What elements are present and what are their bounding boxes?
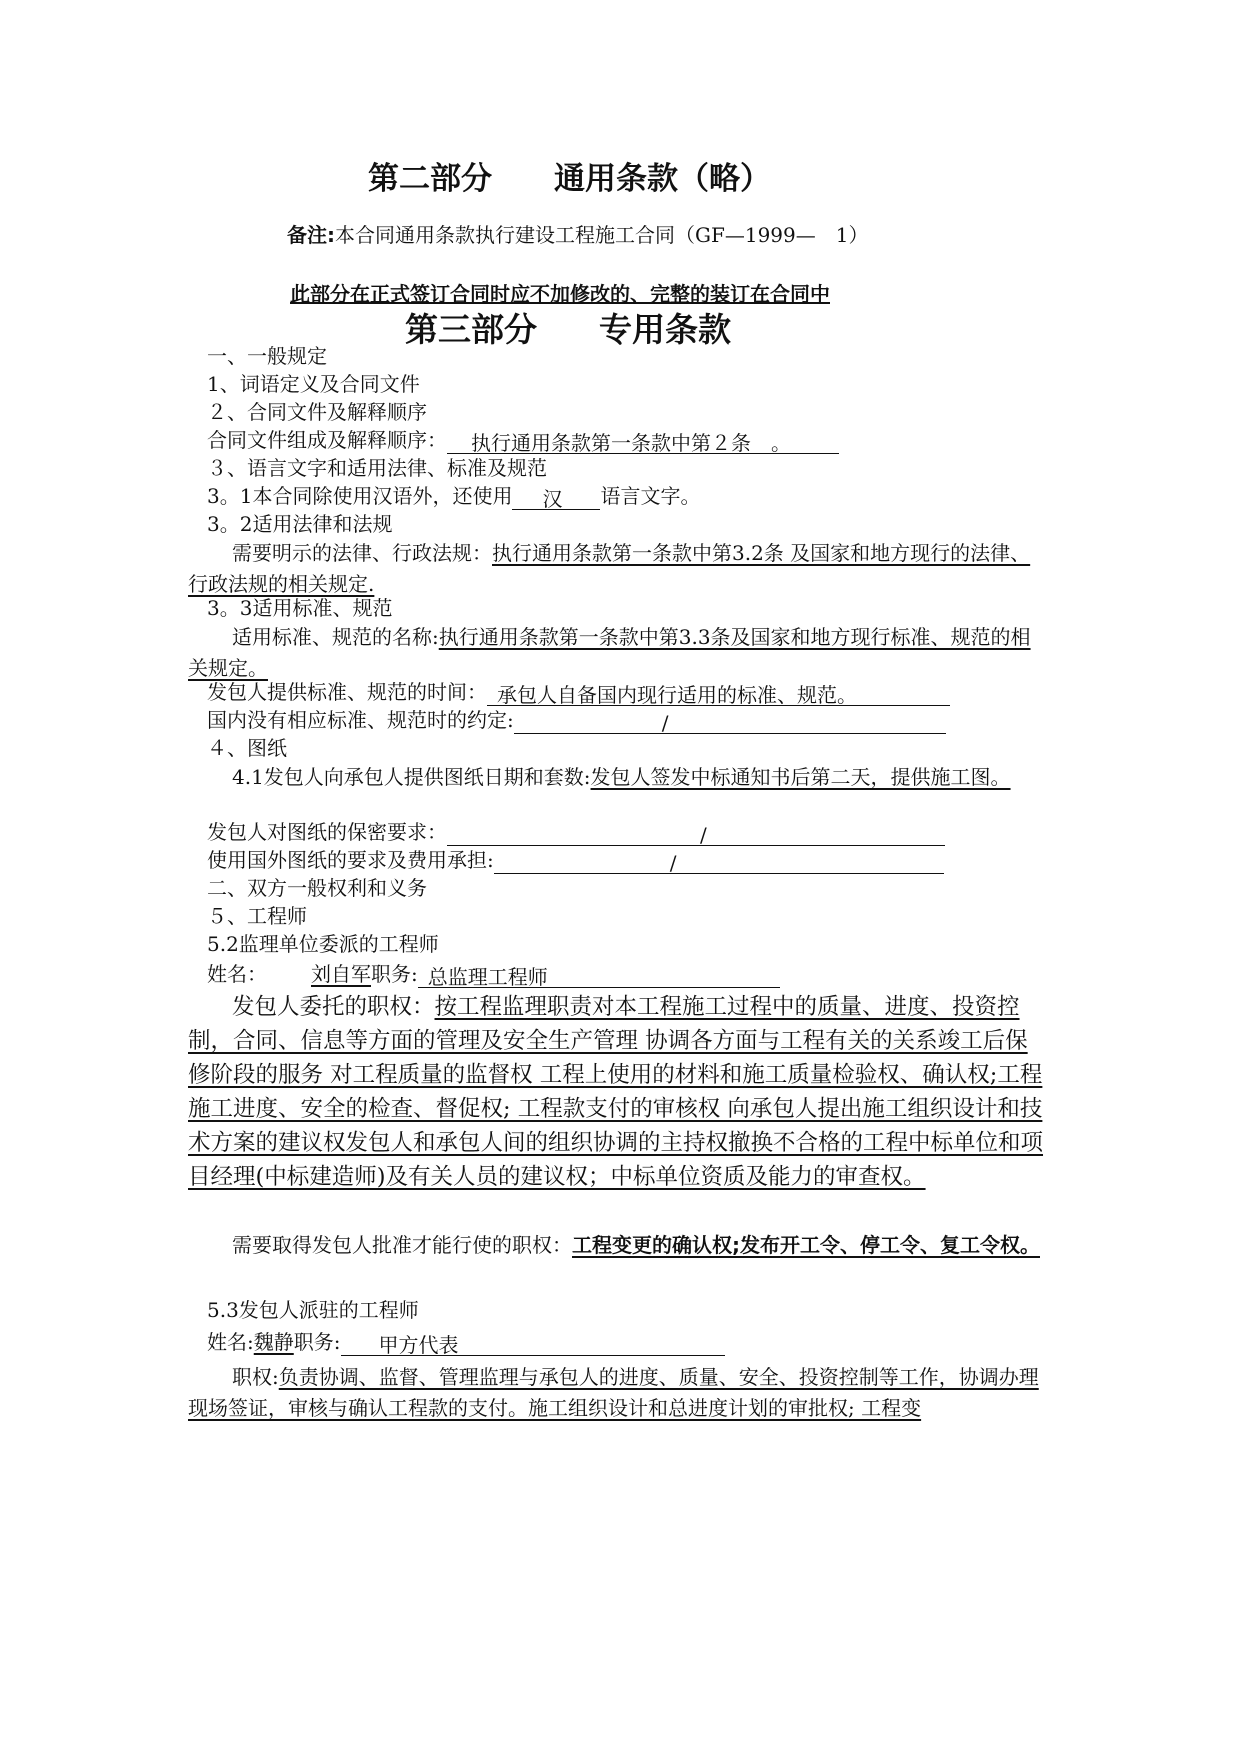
s52-duty-label: 职务: <box>371 962 418 986</box>
part2-prefix: 第二部分 <box>368 161 492 197</box>
s53-duty-field <box>341 1333 725 1356</box>
approve-label: 需要取得发包人批准才能行使的职权： <box>232 1233 572 1257</box>
s53-name-line <box>207 1328 725 1356</box>
s4-secret-field <box>447 823 945 846</box>
general-heading: 一、一般规定 <box>207 344 327 368</box>
part2-heading <box>368 153 771 198</box>
s32-paragraph <box>188 538 1048 600</box>
approve-value: 工程变更的确认权;发布开工令、停工令、复工令权。 <box>572 1233 1040 1257</box>
s33-time-value: 承包人自备国内现行适用的标准、规范。 <box>497 683 857 707</box>
s52-duty: 总监理工程师 <box>427 965 548 989</box>
s53-duty-label: 职务: <box>293 1330 341 1354</box>
s53-duty: 甲方代表 <box>378 1333 459 1357</box>
s31-line <box>207 482 700 510</box>
s4-foreign-line <box>207 846 944 874</box>
part3-title: 专用条款 <box>599 310 731 349</box>
s3-heading: ３、语言文字和适用法律、标准及规范 <box>207 456 547 480</box>
s33-time-line <box>207 678 950 706</box>
s52-heading: 5.2监理单位委派的工程师 <box>207 932 439 956</box>
s33-paragraph <box>188 622 1048 684</box>
approve-paragraph <box>188 1228 1048 1262</box>
s52-duty-field <box>418 965 780 988</box>
s4-secret-label: 发包人对图纸的保密要求： <box>207 820 447 844</box>
s32-label: 需要明示的法律、行政法规： <box>232 541 492 565</box>
s33-value: 执行通用条款第一条款中第3.3条及国家和地方现行标准、规范的相关规定。 <box>188 625 1031 680</box>
power-paragraph <box>188 1362 1048 1424</box>
part3-heading <box>405 304 731 351</box>
s4-foreign-slash: / <box>669 851 677 875</box>
power-label: 职权: <box>232 1365 279 1389</box>
auth-value: 按工程监理职责对本工程施工过程中的质量、进度、投资控制，合同、信息等方面的管理及安全生产管理 协调各方面与工程有关的关系竣工后保修阶段的服务 对工程质量的监督权 工程上使用的材料和施工质量检验权、确认权;工程施工进度、安全的检查、督促权; 工程款支付的审核权 向承包人提出施工组织设计和技术方案的建议权发包人和承包人间的组织协调的主持权撤换不合格的工程中标单位和项目经理(中标建造师)及有关人员的建议权；中标单位资质及能力的审查权。 <box>188 994 1044 1190</box>
s52-name-line <box>207 960 780 988</box>
s32-heading: 3。2适用法律和法规 <box>207 512 393 536</box>
s53-name-label: 姓名: <box>207 1330 254 1354</box>
s33-time-label: 发包人提供标准、规范的时间： <box>207 680 487 704</box>
auth-paragraph <box>188 990 1048 1194</box>
s32-value: 执行通用条款第一条款中第3.2条 及国家和地方现行的法律、行政法规的相关规定. <box>188 541 1031 596</box>
s31-label: 3。1本合同除使用汉语外，还使用 <box>207 484 513 508</box>
s53-heading: 5.3发包人派驻的工程师 <box>207 1298 419 1322</box>
s2-field <box>447 431 839 454</box>
s5-heading: ５、工程师 <box>207 904 307 928</box>
s33-none-field <box>514 711 946 734</box>
s2-value: 执行通用条款第一条款中第２条 。 <box>471 431 791 455</box>
s2-label: 合同文件组成及解释顺序： <box>207 428 447 452</box>
s33-none-line <box>207 706 946 734</box>
s52-name-label: 姓名： <box>207 962 267 986</box>
s41-label: 4.1发包人向承包人提供图纸日期和套数: <box>232 765 591 789</box>
part3-prefix: 第三部分 <box>405 310 537 349</box>
s4-secret-slash: / <box>700 823 707 847</box>
note-label: 备注: <box>287 223 335 247</box>
s1-heading: 1、词语定义及合同文件 <box>207 372 420 396</box>
s31-value: 汉 <box>542 487 563 511</box>
auth-label: 发包人委托的职权： <box>232 994 435 1020</box>
s33-label: 适用标准、规范的名称: <box>232 625 439 649</box>
s41-value: 发包人签发中标通知书后第二天，提供施工图。 <box>590 765 1011 789</box>
warning-text: 此部分在正式签订合同时应不加修改的、完整的装订在合同中 <box>290 282 830 306</box>
s4-foreign-label: 使用国外图纸的要求及费用承担: <box>207 848 494 872</box>
rights-heading: 二、双方一般权利和义务 <box>207 876 427 900</box>
note-line <box>287 219 868 248</box>
s4-heading: ４、图纸 <box>207 736 287 760</box>
s41-paragraph <box>188 762 1048 793</box>
s4-foreign-field <box>494 851 944 874</box>
s53-name: 魏静 <box>253 1330 294 1354</box>
s4-secret-line <box>207 818 945 846</box>
s33-none-label: 国内没有相应标准、规范时的约定: <box>207 708 514 732</box>
part2-title: 通用条款（略） <box>554 161 771 197</box>
s31-suffix: 语言文字。 <box>600 484 701 508</box>
s31-field <box>512 487 600 510</box>
power-value: 负责协调、监督、管理监理与承包人的进度、质量、安全、投资控制等工作，协调办理现场签证，审核与确认工程款的支付。施工组织设计和总进度计划的审批权; 工程变 <box>188 1365 1039 1420</box>
s33-none-slash: / <box>661 711 669 735</box>
s33-time-field <box>487 683 950 706</box>
s52-name: 刘自军 <box>311 962 371 986</box>
s2-line <box>207 426 839 454</box>
s33-heading: 3。3适用标准、规范 <box>207 596 393 620</box>
note-text: 本合同通用条款执行建设工程施工合同（GF—1999— 1） <box>335 223 869 247</box>
s2-heading: ２、合同文件及解释顺序 <box>207 400 427 424</box>
